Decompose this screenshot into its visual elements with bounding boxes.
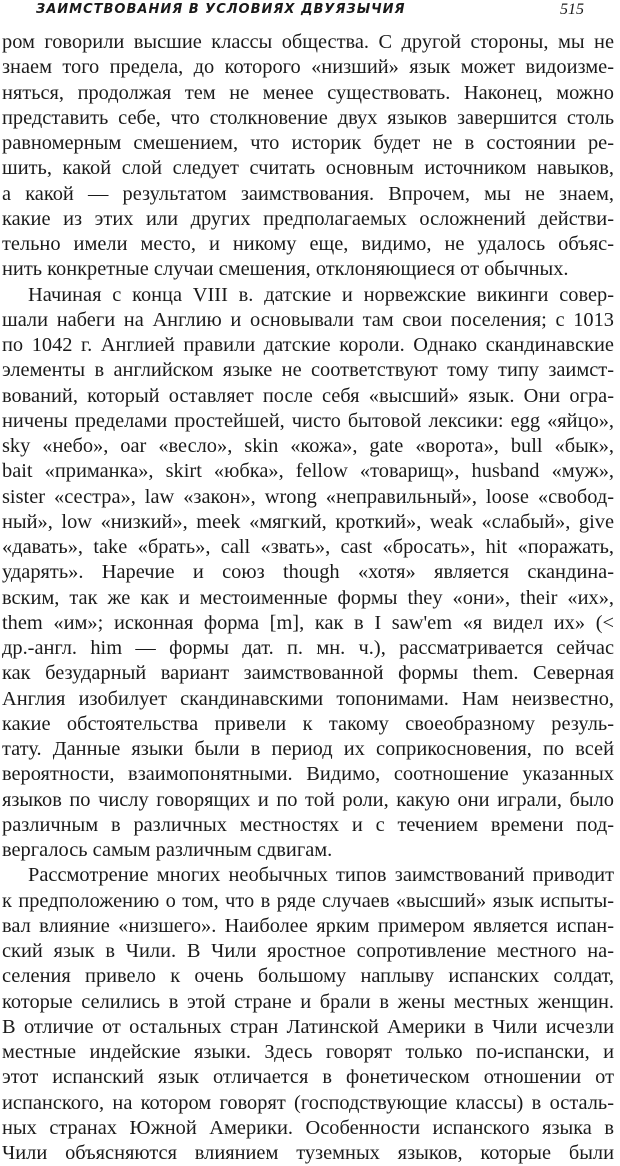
running-head-title: ЗАИМСТВОВАНИЯ В УСЛОВИЯХ ДВУЯЗЫЧИЯ	[36, 2, 406, 17]
text-line: «давать», take «брать», call «звать», cast «бросать», hit «поражать,	[2, 536, 614, 558]
text-line: шали набеги на Англию и основывали там свои поселения; с 1013	[2, 308, 614, 331]
body-text	[2, 30, 614, 1166]
page-number: 515	[560, 1, 584, 18]
paragraph	[2, 283, 614, 864]
text-line: bait «приманка», skirt «юбка», fellow «товарищ», husband «муж»,	[2, 460, 614, 483]
paragraph	[2, 863, 614, 1166]
text-line: которые селились в этой стране и брали в жены местных женщин.	[2, 990, 614, 1013]
text-line: селения привело к очень большому наплыву испанских солдат,	[2, 965, 614, 988]
text-line: sister «сестра», law «закон», wrong «неправильный», loose «свобод-	[2, 485, 614, 508]
text-line: вований, который оставляет после себя «высший» язык. Они огра-	[2, 384, 614, 407]
text-line: Англия изобилует скандинавскими топонимами. Нам неизвестно,	[2, 687, 614, 710]
text-line: тату. Данные языки были в период их соприкосновения, по всей	[2, 738, 614, 760]
text-line: ром говорили высшие классы общества. С другой стороны, мы не	[2, 31, 614, 53]
text-line: элементы в английском языке не соответствуют тому типу заимст-	[2, 359, 614, 382]
text-line: какие обстоятельства привели к такому своеобразному резуль-	[2, 712, 614, 735]
text-line: этот испанский язык отличается в фонетическом отношении от	[2, 1066, 614, 1089]
text-line: Чили объясняются влиянием туземных языков, которые были	[2, 1142, 614, 1164]
text-line: ных странах Южной Америки. Особенности испанского языка в	[2, 1116, 614, 1139]
text-line: др.-англ. him — формы дат. п. мн. ч.), рассматривается сейчас	[2, 637, 614, 659]
text-line: вским, так же как и местоименные формы they «они», their «их»,	[2, 586, 614, 609]
text-line: равномерным смешением, что историк будет не в состоянии ре-	[2, 132, 614, 154]
text-line: тельно имели место, и никому еще, видимо, не удалось объяс-	[2, 233, 614, 255]
text-line: по 1042 г. Англией правили датские короли. Однако скандинавские	[2, 334, 614, 356]
text-line: ский язык в Чили. В Чили яростное сопротивление местного на-	[2, 940, 614, 962]
text-line: как безударный вариант заимствованной формы them. Северная	[2, 662, 614, 685]
text-line: вероятности, взаимопонятными. Видимо, соотношение указанных	[2, 763, 614, 786]
text-line: представить себе, что столкновение двух языков завершится столь	[2, 106, 614, 129]
text-line: sky «небо», oar «весло», skin «кожа», gate «ворота», bull «бык»,	[2, 435, 614, 457]
text-line: к предположению о том, что в ряде случаев «высший» язык испыты-	[2, 889, 614, 912]
running-head	[36, 2, 584, 24]
text-line: испанского, на котором говорят (господствующие классы) в осталь-	[2, 1091, 614, 1114]
text-line: Рассмотрение многих необычных типов заимствований приводит	[28, 864, 614, 887]
text-line: няться, продолжая тем не менее существовать. Наконец, можно	[2, 81, 614, 104]
text-line: them «им»; исконная форма [m], как в I saw'em «я видел их» (<	[2, 611, 614, 634]
text-line: ный», low «низкий», meek «мягкий, кроткий», weak «слабый», give	[2, 510, 614, 533]
text-line: вал влияние «низшего». Наиболее ярким примером является испан-	[2, 914, 614, 937]
text-line: местные индейские языки. Здесь говорят только по-испански, и	[2, 1041, 614, 1063]
text-line: знаем того предела, до которого «низший» язык может видоизме-	[2, 56, 614, 79]
text-line: В отличие от остальных стран Латинской Америки в Чили исчезли	[2, 1015, 614, 1038]
paragraph	[2, 30, 614, 283]
text-line: Начиная с конца VIII в. датские и норвежские викинги совер-	[28, 283, 614, 306]
text-line: вергалось самым различным сдвигам.	[2, 839, 333, 861]
text-line: какие из этих или других предполагаемых осложнений действи-	[2, 207, 614, 230]
text-line: ничены пределами простейшей, чисто бытовой лексики: egg «яйцо»,	[2, 409, 614, 432]
text-line: языков по числу говорящих и по той роли, какую они играли, было	[2, 788, 614, 811]
text-line: а какой — результатом заимствования. Впрочем, мы не знаем,	[2, 182, 614, 205]
text-line: шить, какой слой следует считать основным источником навыков,	[2, 157, 614, 180]
text-line: нить конкретные случаи смешения, отклоняющиеся от обычных.	[2, 258, 569, 281]
text-line: различным в различных местностях и с течением времени под-	[2, 813, 614, 836]
text-line: ударять». Наречие и союз though «хотя» является скандина-	[2, 561, 614, 584]
